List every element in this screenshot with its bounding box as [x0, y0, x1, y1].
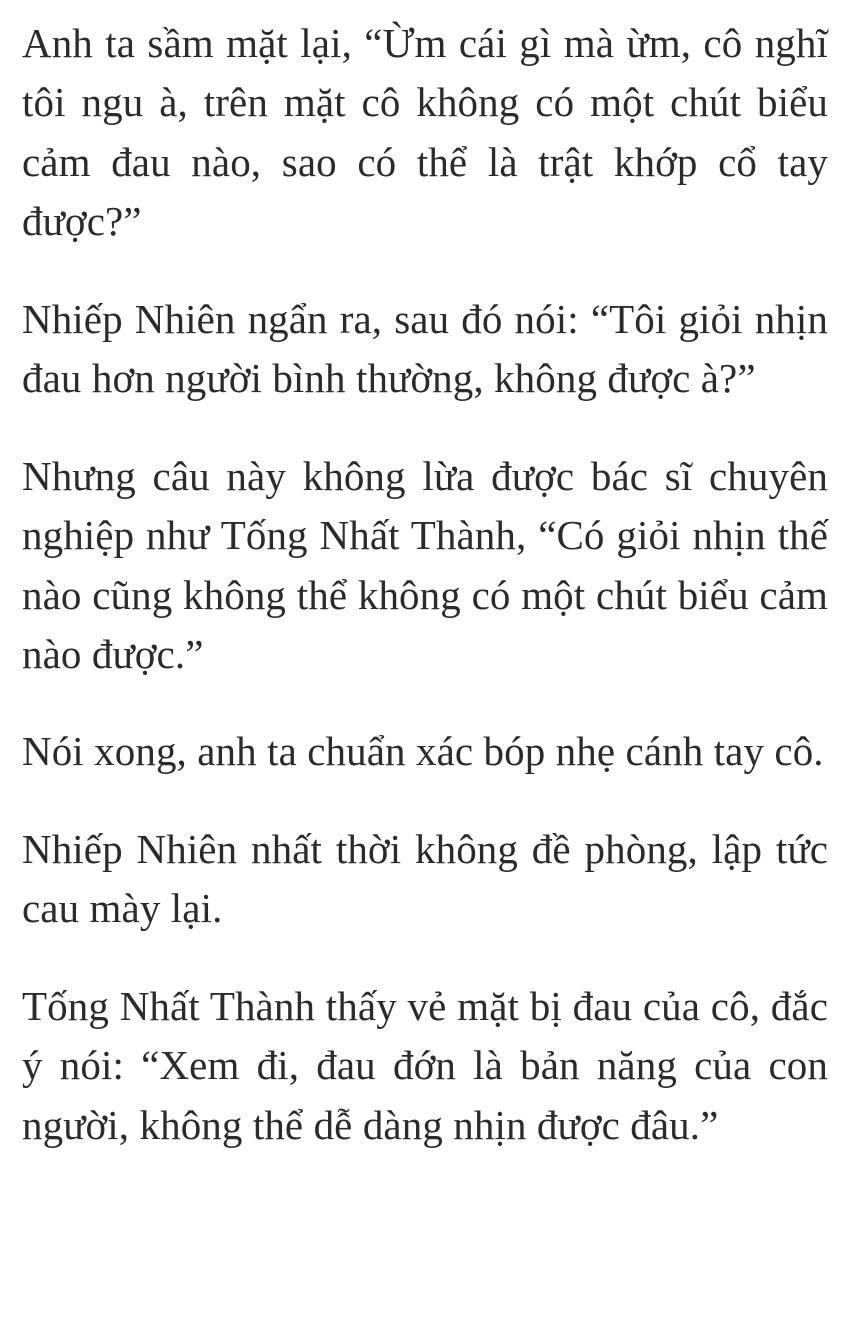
story-paragraph: Nhiếp Nhiên nhất thời không đề phòng, lập tức cau mày lại.: [22, 825, 828, 932]
story-paragraph: Nhưng câu này không lừa được bác sĩ chuyên nghiệp như Tống Nhất Thành, “Có giỏi nhịn thế nào cũng không thể không có một chút biểu cảm nào được.”: [22, 452, 828, 677]
story-paragraph: Tống Nhất Thành thấy vẻ mặt bị đau của cô, đắc ý nói: “Xem đi, đau đớn là bản năng của con người, không thể dễ dàng nhịn được đâu.”: [22, 982, 828, 1148]
story-paragraph: Anh ta sầm mặt lại, “Ừm cái gì mà ừm, cô nghĩ tôi ngu à, trên mặt cô không có một chút biểu cảm đau nào, sao có thể là trật khớp cổ tay được?”: [22, 20, 828, 245]
story-paragraph: Nói xong, anh ta chuẩn xác bóp nhẹ cánh tay cô.: [22, 728, 824, 775]
story-paragraph: Nhiếp Nhiên ngẩn ra, sau đó nói: “Tôi giỏi nhịn đau hơn người bình thường, không được à?”: [22, 295, 828, 402]
